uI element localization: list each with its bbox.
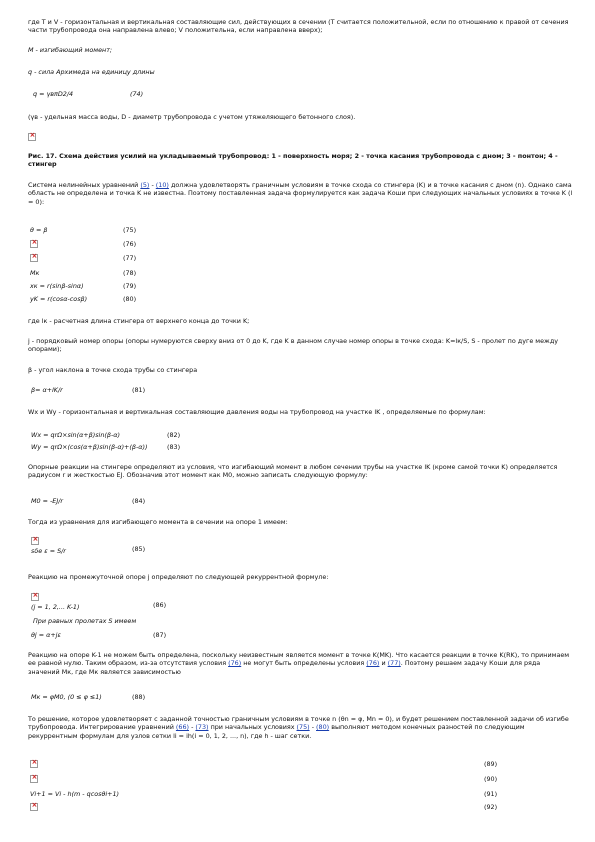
paragraph-archimedes: q - сила Архимеда на единицу длины [28, 68, 155, 76]
equation-81 [31, 386, 576, 396]
equation-87-number: (87) [153, 631, 167, 639]
equation-82-text: Wх = qrΩ×sin(α+β)sin(β-α) [31, 431, 120, 439]
equation-82 [31, 431, 576, 441]
equation-90-number: (90) [484, 775, 498, 783]
equation-90 [30, 775, 570, 785]
equation-link-76[interactable]: (76) [228, 659, 242, 668]
paragraph-nonlinear-system [28, 181, 573, 206]
equation-link-77[interactable]: (77) [387, 659, 401, 668]
equation-85 [31, 537, 576, 557]
equation-link-75[interactable]: (75) [296, 723, 310, 732]
equation-74-text: q = γвπD2/4 [33, 90, 74, 98]
equation-91-text: Vi+1 = Vi - h(m - qcosθi+1) [30, 790, 120, 798]
equation-92 [30, 803, 570, 813]
equation-link-66[interactable]: (66) [175, 723, 190, 732]
equation-78-number: (78) [123, 269, 137, 277]
paragraph-specific-weight: (γв - удельная масса воды, D - диаметр трубопровода с учетом утяжеляющего бетонного слоя). [28, 113, 356, 121]
equation-link-5[interactable]: (5) [140, 181, 150, 189]
equation-80-number: (80) [123, 295, 137, 303]
text-segment: - [309, 723, 317, 732]
broken-image-icon: × [32, 535, 39, 544]
equation-link-10[interactable]: (10) [155, 181, 169, 189]
equation-79 [30, 282, 150, 292]
equation-76-number: (76) [123, 240, 137, 248]
equation-86 [31, 593, 576, 613]
equation-91 [30, 790, 570, 800]
equation-88-number: (88) [132, 693, 146, 701]
equation-75 [30, 226, 150, 236]
equation-89-number: (89) [484, 760, 498, 768]
equation-83-number: (83) [167, 443, 181, 451]
equation-85-number: (85) [132, 545, 146, 553]
text-segment: Система нелинейных уравнений [28, 181, 141, 189]
paragraph-solution [28, 715, 573, 740]
equation-77 [30, 254, 150, 264]
broken-image-icon: × [31, 773, 38, 782]
equation-87-text: θj = α+jε [31, 631, 61, 639]
paragraph-intermediate-support: Реакцию на промежуточной опоре j определяют по следующей рекуррентной формуле: [28, 573, 329, 581]
figure-17-image [28, 133, 573, 141]
equation-91-number: (91) [484, 790, 498, 798]
equation-76 [30, 240, 150, 250]
equation-80 [30, 295, 150, 305]
broken-image-icon: × [31, 801, 38, 810]
text-segment: - [189, 723, 196, 732]
broken-image-icon: × [31, 252, 38, 261]
paragraph-bending-moment: M - изгибающий момент; [28, 46, 113, 54]
text-segment: Реакцию на опоре K-1 не можем быть определена, поскольку неизвестным является момент в точке K(MK). Что касается реакции в точке K(RK), то принимаем ее равной нулю. Таким образом, из-за отсутствия условия [28, 651, 570, 668]
equation-84-text: M0 = -EJ/r [31, 497, 64, 505]
equation-83-text: Wу = qrΩ×(cos(α+β)sin(β-α)+(β-α)) [31, 443, 148, 451]
text-segment: и [379, 659, 388, 668]
broken-image-icon: × [31, 758, 38, 767]
equation-88 [31, 693, 576, 703]
equation-88-text: Mк = φM0, (0 ≤ φ ≤1) [31, 693, 102, 701]
equation-74-number: (74) [130, 90, 144, 98]
text-segment: при начальных условиях [208, 723, 297, 732]
equation-77-number: (77) [123, 254, 137, 262]
equation-78 [30, 269, 150, 279]
equation-84 [31, 497, 576, 507]
equation-83 [31, 443, 576, 453]
equation-87 [31, 631, 576, 641]
equation-75-text: θ = β [30, 226, 48, 234]
equation-85-text: sδe ε = S/r [31, 547, 66, 555]
paragraph-equal-spans: При равных пролетах S имеем [33, 617, 137, 625]
equation-link-76[interactable]: (76) [366, 659, 380, 668]
paragraph-stinger-length: где lк - расчетная длина стингера от верхнего конца до точки K; [28, 317, 250, 325]
equation-84-number: (84) [132, 497, 146, 505]
paragraph-water-pressure: Wх и Wу - горизонтальная и вертикальная составляющие давления воды на трубопровод на участке lK , определяемые по формулам: [28, 408, 486, 416]
equation-75-number: (75) [123, 226, 137, 234]
broken-image-icon: × [29, 131, 36, 140]
text-segment: выполняют методом конечных разностей по следующим рекуррентным формулам для узлов сетки li = ih(i = 0, 1, 2, ..., n), где h - шаг сетки. [28, 723, 525, 740]
paragraph-support-k-minus-1 [28, 651, 573, 676]
equation-link-73[interactable]: (73) [195, 723, 209, 732]
broken-image-icon: × [31, 238, 38, 247]
equation-89 [30, 760, 570, 770]
paragraph-departure-angle: β - угол наклона в точке схода трубы со стингера [28, 366, 198, 374]
equation-80-text: yK = r(cosα-cosβ) [30, 295, 88, 303]
equation-86-text: (j = 1, 2,... K-1) [31, 603, 80, 611]
equation-82-number: (82) [167, 431, 181, 439]
equation-link-80[interactable]: (80) [316, 723, 330, 732]
text-segment: - [149, 181, 156, 189]
paragraph-support-number: j - порядковый номер опоры (опоры нумеруются сверху вниз от 0 до K, где K в данном случае номер опоры в точке схода: K=lк/S, S - пролет по дуге между опорами); [28, 337, 559, 354]
text-segment: не могут быть определены условия [241, 659, 367, 668]
equation-92-number: (92) [484, 803, 498, 811]
equation-78-text: Mк [30, 269, 40, 277]
paragraph-support-reactions: Опорные реакции на стингере определяют из условия, что изгибающий момент в любом сечении трубы на участке lK (кроме самой точки K) определяется радиусом r и жесткостью EJ. Обозначив этот момент как M0, можно записать следующую формулу: [28, 463, 558, 480]
paragraph-support-one: Тогда из уравнения для изгибающего момента в сечении на опоре 1 имеем: [28, 518, 288, 526]
equation-81-text: β= α+lK/r [31, 386, 63, 394]
equation-74 [33, 90, 578, 100]
text-segment: . Поэтому решаем задачу Коши для ряда значений Mк, где Mк является зависимостью [28, 659, 541, 676]
text-segment: То решение, которое удовлетворяет с заданной точностью граничным условиям в точке n (θn = φ, Mn = 0), и будет решением поставленной задачи об изгибе трубопровода. Интегрирование уравнений [28, 715, 569, 732]
equation-81-number: (81) [132, 386, 146, 394]
paragraph-forces-definition: где T и V - горизонтальная и вертикальная составляющие сил, действующих в сечении (T считается положительной, если по отношению к правой от сечения части трубопровода она направлена влево; V положительна, если направлена вверх); [28, 18, 569, 35]
broken-image-icon: × [32, 591, 39, 600]
figure-17-caption: Рис. 17. Схема действия усилий на укладываемый трубопровод: 1 - поверхность моря; 2 - точка касания трубопровода с дном; 3 - понтон; 4 - стингер [28, 152, 558, 169]
text-segment: должна удовлетворять граничным условиям в точке схода со стингера (K) и в точке касания с дном (n). Однако сама область не определена и точка K не известна. Поэтому поставленная задача формулируется как задача Коши при следующих начальных условиях в точке K (l = 0): [28, 181, 573, 206]
equation-79-number: (79) [123, 282, 137, 290]
equation-86-number: (86) [153, 601, 167, 609]
equation-79-text: xк = r(sinβ-sinα) [30, 282, 84, 290]
